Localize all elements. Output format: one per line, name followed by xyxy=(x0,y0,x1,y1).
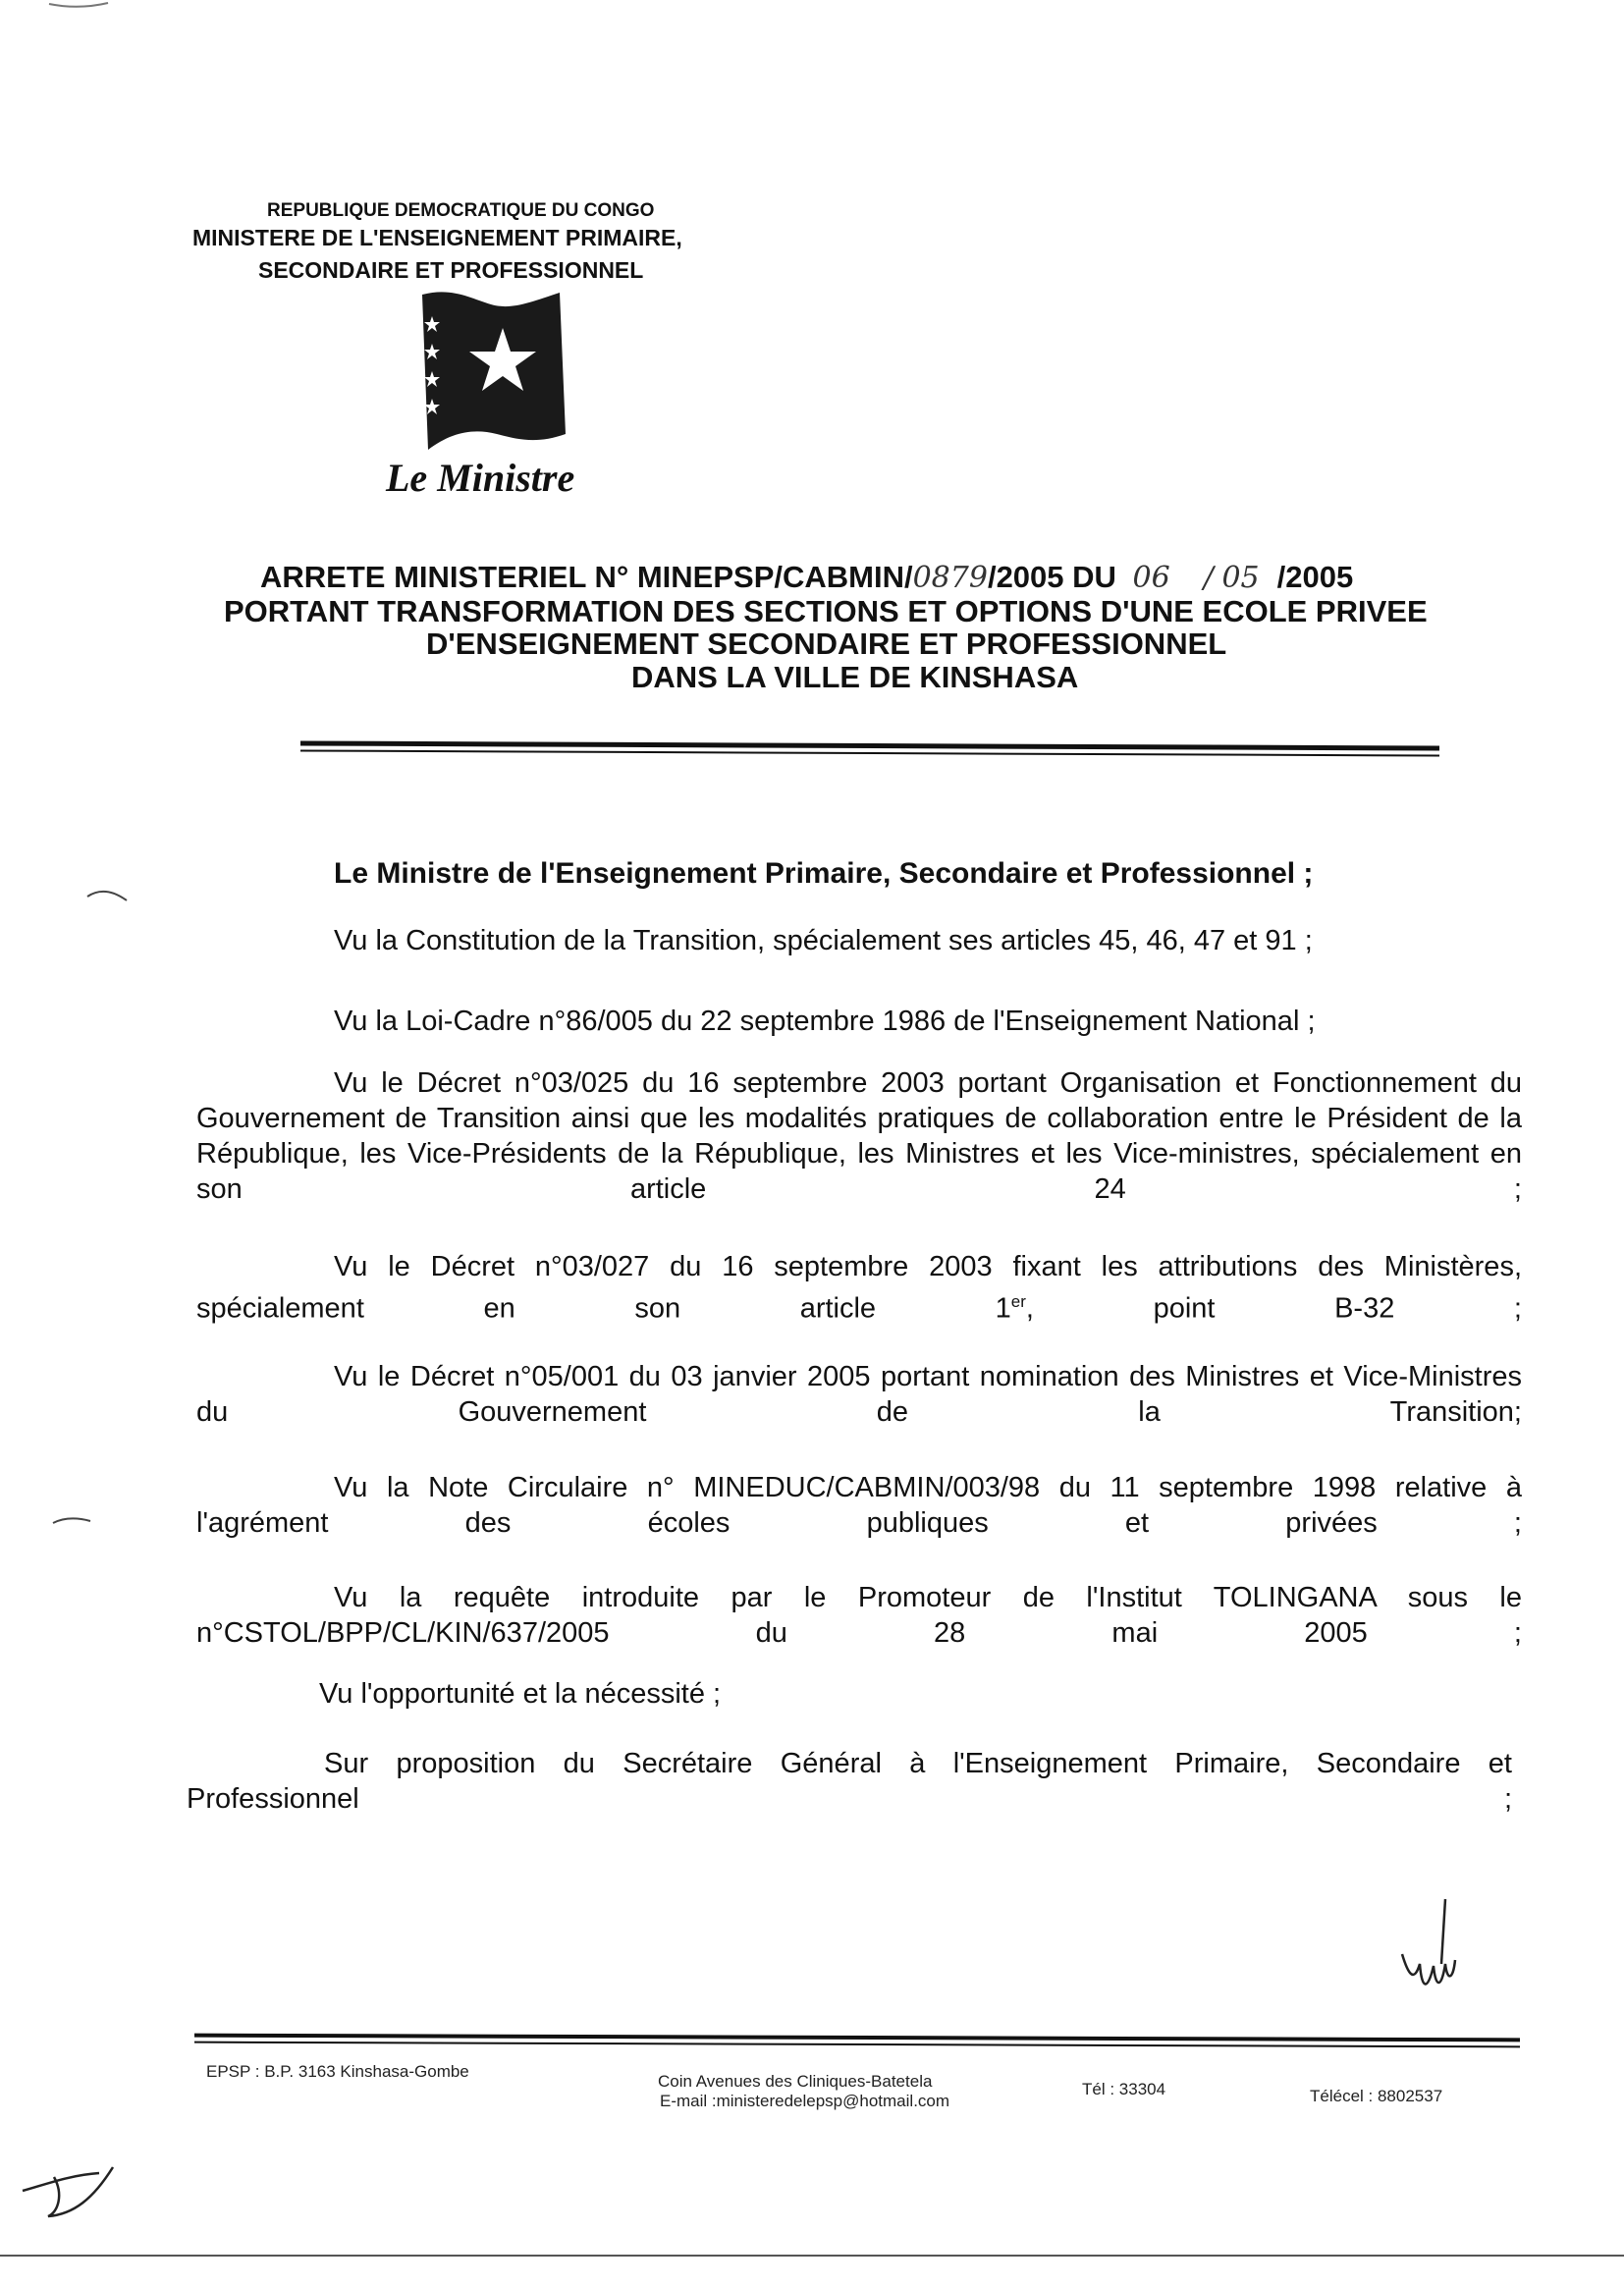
consideration-loi-cadre: Vu la Loi-Cadre n°86/005 du 22 septembre 1986 de l'Enseignement National ; xyxy=(334,1006,1316,1037)
decree-title-line2: PORTANT TRANSFORMATION DES SECTIONS ET OPTIONS D'UNE ECOLE PRIVEE xyxy=(224,594,1428,628)
ministry-name-line1: MINISTERE DE L'ENSEIGNEMENT PRIMAIRE, xyxy=(192,225,682,250)
handwritten-initials xyxy=(1394,1895,1473,2013)
consideration-decret-05-001: Vu le Décret n°05/001 du 03 janvier 2005 portant nomination des Ministres et Vice-Ministres du Gouvernement de la Transition; xyxy=(196,1361,1522,1428)
consideration-requete: Vu la requête introduite par le Promoteur de l'Institut TOLINGANA sous le n°CSTOL/BPP/CL/KIN/637/2005 du 28 mai 2005 ; xyxy=(196,1582,1522,1649)
decree-title-line3: D'ENSEIGNEMENT SECONDAIRE ET PROFESSIONNEL xyxy=(426,626,1227,661)
footer-address: Coin Avenues des Cliniques-Batetela xyxy=(658,2072,933,2091)
footer-divider xyxy=(194,2034,1520,2042)
decree-day-handwritten: 06 xyxy=(1132,561,1170,595)
consideration-opportunite: Vu l'opportunité et la nécessité ; xyxy=(319,1678,722,1710)
date-separator: / xyxy=(1203,561,1214,595)
opening-statement: Le Ministre de l'Enseignement Primaire, Secondaire et Professionnel ; xyxy=(334,857,1314,890)
footer-postal-box: EPSP : B.P. 3163 Kinshasa-Gombe xyxy=(206,2062,469,2081)
consideration-constitution: Vu la Constitution de la Transition, spécialement ses articles 45, 46, 47 et 91 ; xyxy=(334,925,1313,956)
consideration-decret-03-025: Vu le Décret n°03/025 du 16 septembre 2003 portant Organisation et Fonctionnement du Gouvernement de Transition ainsi que les modalités pratiques de collaboration entre le Président de la République, les Vice-Présidents de la République, les Ministres et les Vice-ministres, spécialement en son article 24 ; xyxy=(196,1067,1522,1205)
ministry-name-line2: SECONDAIRE ET PROFESSIONNEL xyxy=(258,257,644,283)
footer-telecel: Télécel : 8802537 xyxy=(1310,2087,1443,2105)
title-divider xyxy=(300,740,1439,750)
handwritten-mark xyxy=(15,2155,133,2224)
decree-date-year: /2005 xyxy=(1276,560,1354,594)
decree-title-line4: DANS LA VILLE DE KINSHASA xyxy=(631,660,1079,694)
decree-month-handwritten: 05 xyxy=(1221,561,1260,595)
republic-name: REPUBLIQUE DEMOCRATIQUE DU CONGO xyxy=(267,200,655,221)
consideration-decret-03-027: Vu le Décret n°03/027 du 16 septembre 2003 fixant les attributions des Ministères, spécialement en son article 1er, point B-32 ; xyxy=(196,1251,1522,1325)
decree-number-handwritten: 0879 xyxy=(912,561,988,595)
decree-number-prefix: ARRETE MINISTERIEL N° MINEPSP/CABMIN/ xyxy=(260,560,913,594)
title-divider-thin xyxy=(300,749,1439,756)
footer-email: E-mail :ministeredelepsp@hotmail.com xyxy=(660,2092,950,2110)
footer-divider-thin xyxy=(194,2042,1520,2048)
signature-title: Le Ministre xyxy=(386,456,575,500)
bottom-edge-line xyxy=(0,2255,1624,2257)
decree-year: /2005 DU xyxy=(987,560,1116,594)
scan-smudge-top xyxy=(39,0,118,12)
consideration-note-circulaire: Vu la Note Circulaire n° MINEDUC/CABMIN/003/98 du 11 septembre 1998 relative à l'agrément des écoles publiques et privées ; xyxy=(196,1472,1522,1539)
drc-flag-emblem-icon xyxy=(412,287,574,456)
margin-tick-mark xyxy=(83,879,133,908)
footer-telephone: Tél : 33304 xyxy=(1082,2080,1166,2098)
margin-tick-mark xyxy=(49,1507,98,1537)
decree-title-line1 xyxy=(260,560,1353,595)
consideration-proposition: Sur proposition du Secrétaire Général à l'Enseignement Primaire, Secondaire et Professionnel ; xyxy=(187,1748,1512,1815)
